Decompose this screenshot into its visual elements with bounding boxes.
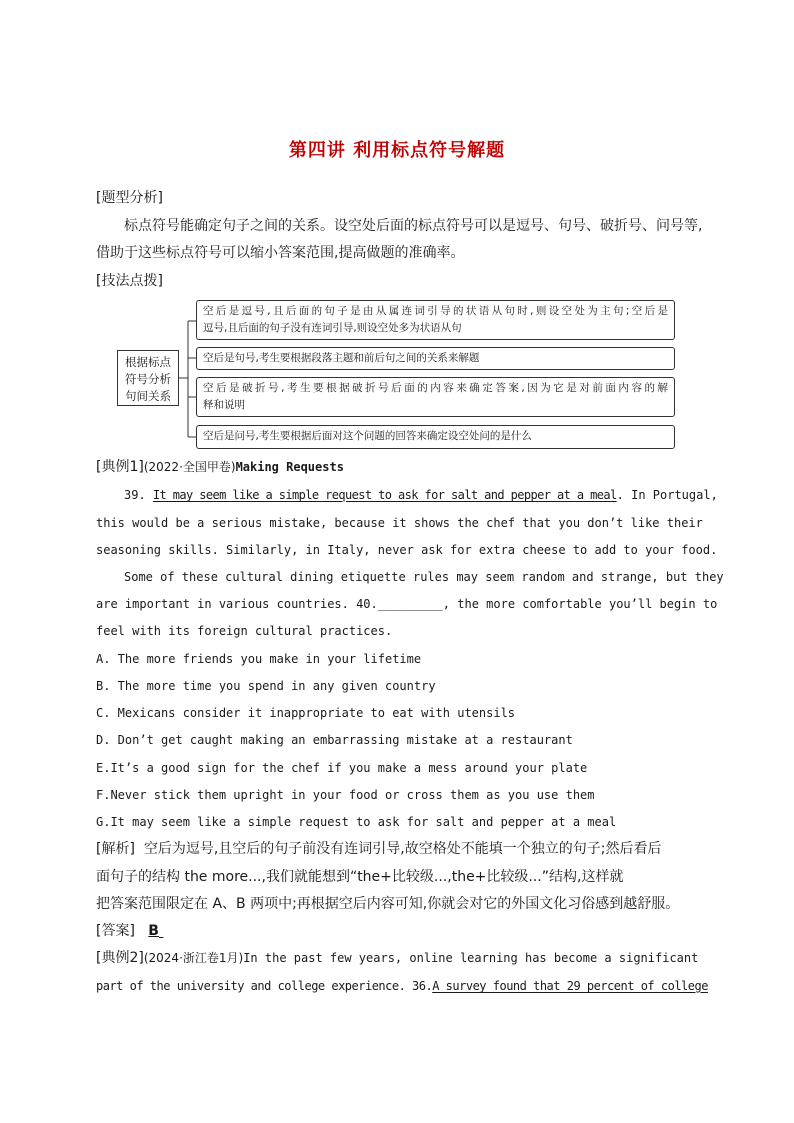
branch-comma-line-1: 空后是逗号,且后面的句子是由从属连词引导的状语从句时,则设空处为主句;空后是 <box>203 305 668 317</box>
example1-p2-line-2 <box>96 595 717 613</box>
example2-line-1 <box>96 949 698 968</box>
diagram-branch-comma <box>196 300 675 340</box>
diagram-branch-dash <box>196 377 675 417</box>
example2-line-2-pre: part of the university and college experience. 36. <box>96 979 433 993</box>
diagram-root-line-1: 根据标点 <box>125 354 171 369</box>
analysis1-line-3: 把答案范围限定在 A、B 两项中;再根据空后内容可知,你就会对它的外国文化习俗感到越舒服。 <box>96 896 680 912</box>
diagram-root-line-3: 句间关系 <box>125 388 171 403</box>
option-a: A. The more friends you make in your lifetime <box>96 652 422 666</box>
page-title: 第四讲 利用标点符号解题 <box>288 140 506 161</box>
example2-source: (2024·浙江卷1月) <box>143 951 244 965</box>
option-d: D. Don’t get caught making an embarrassing mistake at a restaurant <box>96 733 573 747</box>
example1-p2-pre: are important in various countries. 40. <box>96 597 378 611</box>
tips-heading: [技法点拨] <box>96 273 163 289</box>
analysis1-line-1 <box>96 840 661 858</box>
analysis1-line-2: 面句子的结构 the more...,我们就能想到“the+比较级...,the+比较级...”结构,这样就 <box>96 869 624 885</box>
answer1-line <box>96 922 163 940</box>
analysis1-label: [解析] <box>96 841 135 857</box>
example1-p2-line-3: feel with its foreign cultural practices. <box>96 624 393 638</box>
branch-dash-line-2: 释和说明 <box>203 399 245 411</box>
branch-period-text: 空后是句号,考生要根据段落主题和前后句之间的关系来解题 <box>203 352 480 364</box>
example2-line-2 <box>96 977 708 995</box>
question-39-sentence: It may seem like a simple request to ask for salt and pepper at a meal <box>152 488 617 502</box>
option-g: G.It may seem like a simple request to ask for salt and pepper at a meal <box>96 815 617 829</box>
diagram-root <box>117 350 179 406</box>
analysis1-text-1: 空后为逗号,且空后的句子前没有连词引导,故空格处不能填一个独立的句子;然后看后 <box>143 841 662 857</box>
question-39-number: 39. <box>124 488 146 502</box>
example1-p1-line-1 <box>124 486 718 504</box>
diagram-root-line-2: 符号分析 <box>125 371 171 386</box>
diagram-branch-question <box>196 425 675 449</box>
answer1-label: [答案] <box>96 923 135 939</box>
example1-source: (2022·全国甲卷) <box>143 460 236 474</box>
branch-question-text: 空后是问号,考生要根据后面对这个问题的回答来确定设空处问的是什么 <box>203 430 532 442</box>
diagram-branch-period <box>196 347 675 370</box>
option-f: F.Never stick them upright in your food or cross them as you use them <box>96 788 595 802</box>
example2-line-1-text: In the past few years, online learning has become a significant <box>243 951 699 965</box>
question-40-blank: _________ <box>377 597 443 611</box>
branch-comma-line-2: 逗号,且后面的句子没有连词引导,则设空处多为状语从句 <box>203 322 462 334</box>
answer1-value: B <box>148 923 159 939</box>
example1-p1-rest: . In Portugal, <box>616 488 718 502</box>
example1-p2-line-1: Some of these cultural dining etiquette rules may seem random and strange, but they <box>124 570 724 584</box>
example1-passage-title: Making Requests <box>235 460 344 474</box>
example1-header <box>96 458 344 477</box>
analysis-line-2: 借助于这些标点符号可以缩小答案范围,提高做题的准确率。 <box>96 245 465 261</box>
analysis-line-1: 标点符号能确定句子之间的关系。设空处后面的标点符号可以是逗号、句号、破折号、问号等, <box>124 218 703 234</box>
example2-label: [典例2] <box>96 950 144 966</box>
analysis-heading: [题型分析] <box>96 190 163 206</box>
example1-label: [典例1] <box>96 459 144 475</box>
example1-p2-post: , the more comfortable you’ll begin to <box>442 597 718 611</box>
example1-p1-line-3: seasoning skills. Similarly, in Italy, never ask for extra cheese to add to your food. <box>96 543 718 557</box>
question-36-sentence: A survey found that 29 percent of college <box>432 979 708 993</box>
branch-dash-line-1: 空后是破折号,考生要根据破折号后面的内容来确定答案,因为它是对前面内容的解 <box>203 382 668 394</box>
option-b: B. The more time you spend in any given country <box>96 679 436 693</box>
example1-p1-line-2: this would be a serious mistake, because it shows the chef that you don’t like their <box>96 516 703 530</box>
option-c: C. Mexicans consider it inappropriate to eat with utensils <box>96 706 516 720</box>
option-e: E.It’s a good sign for the chef if you make a mess around your plate <box>96 761 588 775</box>
